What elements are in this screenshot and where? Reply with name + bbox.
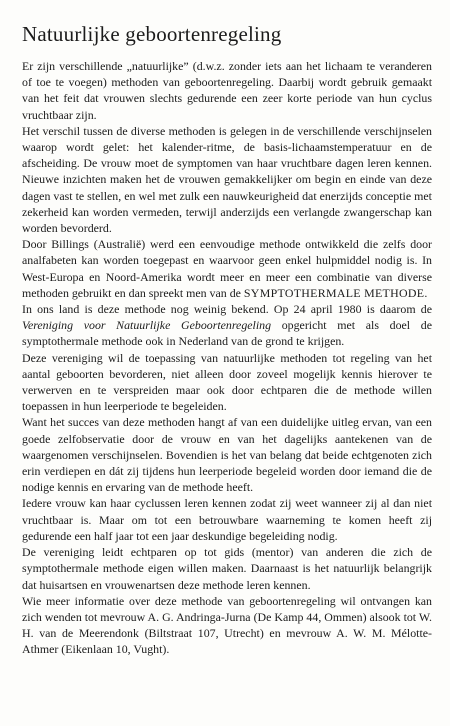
paragraph-billings bbox=[22, 236, 432, 301]
paragraph-association-founding bbox=[22, 301, 432, 350]
paragraph-contact-info: Wie meer informatie over deze methode van geboortenregeling wil ontvangen kan zich wenden tot mevrouw A. G. Andringa-Jurna (De Kamp 44, Ommen) alsook tot W. H. van de Meerendonk (Biltstraat 107, Utrecht) en mevrouw A. W. M. Mélotte-Athmer (Eikenlaan 10, Vught). bbox=[22, 593, 432, 657]
paragraph-success-factors: Want het succes van deze methoden hangt af van een duidelijke uitleg ervan, van een goede zelfobservatie door de vrouw en van het dagelijks aantekenen van de waargenomen verschijnselen. Bovendien is het van belang dat beide echtgenoten zich erin verdiepen en dát zij tijdens hun leerperiode begeleid worden door iemand die de nodige kennis en ervaring van de methode heeft. bbox=[22, 415, 432, 495]
paragraph-intro: Er zijn verschillende „natuurlijke” (d.w.z. zonder iets aan het lichaam te veranderen of toe te voegen) methoden van geboortenregeling. Daarbij wordt gebruik gemaakt van het feit dat vrouwen slechts gedurende een zeer korte periode van hun cyclus vruchtbaar zijn. bbox=[22, 59, 432, 122]
article-body bbox=[22, 58, 432, 658]
symptothermale-methode-term: SYMPTOTHERMALE METHODE bbox=[243, 285, 425, 300]
paragraph-association-text-start: In ons land is deze methode nog weinig bekend. Op 24 april 1980 is daarom de bbox=[22, 302, 432, 317]
paragraph-association-goals: Deze vereniging wil de toepassing van natuurlijke methoden tot regeling van het aantal geboorten bevorderen, niet alleen door zoveel mogelijk kennis hierover te verwerven en te verspreiden maar ook door echtparen die de methode willen toepassen in hun leerperiode te begeleiden. bbox=[22, 350, 432, 414]
paragraph-methods-difference: Het verschil tussen de diverse methoden is gelegen in de verschillende verschijnselen waarop wordt gelet: het kalender-ritme, de basis-lichaamstemperatuur en de afscheiding. De vrouw moet de symptomen van haar vruchtbare dagen leren kennen. Nieuwe inzichten maken het de vrouwen gemakkelijker om begin en einde van deze dagen vast te stellen, en wel met zulk een nauwkeurigheid dat enerzijds conceptie met zekerheid kan worden vermeden, terwijl anderzijds een verlangde zwangerschap kan worden bevorderd. bbox=[22, 123, 432, 236]
paragraph-mentors: De vereniging leidt echtparen op tot gids (mentor) van anderen die zich de symptothermale methode eigen willen maken. Daarnaast is het natuurlijk belangrijk dat huisartsen en vrouwenartsen deze methode leren kennen. bbox=[22, 545, 432, 592]
association-name: Vereniging voor Natuurlijke Geboortenregeling bbox=[22, 318, 272, 333]
paragraph-billings-text: Door Billings (Australië) werd een eenvoudige methode ontwikkeld die zelfs door analfabeten kan worden toegepast en waarvoor geen enkel hulpmiddel nodig is. In West-Europa en Noord-Amerika wordt meer en meer een combinatie van diverse methoden gebruikt en dan spreekt men van de bbox=[22, 237, 432, 300]
paragraph-billings-end: . bbox=[424, 285, 428, 300]
article-title: Natuurlijke geboortenregeling bbox=[22, 22, 282, 46]
paragraph-cycle-learning: Iedere vrouw kan haar cyclussen leren kennen zodat zij weet wanneer zij al dan niet vruchtbaar is. Maar om tot een betrouwbare waarneming te komen heeft zij gedurende een half jaar tot een jaar deskundige begeleiding nodig. bbox=[22, 496, 432, 543]
paragraph-association-text-end: opgericht met als doel de symptothermale methode ook in Nederland van de grond te krijgen. bbox=[22, 318, 432, 349]
